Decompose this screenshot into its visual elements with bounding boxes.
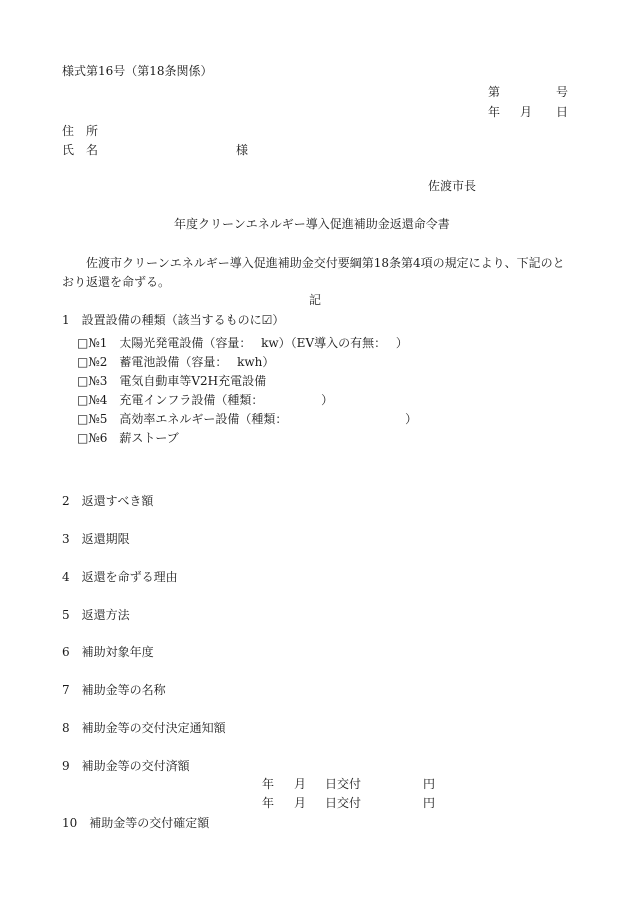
payment-yen: 円 [423,777,436,791]
payment-day: 日交付 [325,777,362,791]
item-2-refund-amount: 2 返還すべき額 [62,494,154,508]
issuer: 佐渡市長 [428,179,477,193]
equipment-option: □№3 電気自動車等V2H充電設備 [77,374,267,388]
item-3-refund-deadline: 3 返還期限 [62,532,130,546]
item-1-equipment-type: 1 設置設備の種類（該当するものに☑） [62,313,285,327]
address-label: 住 所 [62,124,99,138]
date-month: 月 [520,105,533,119]
honorific: 様 [236,143,249,157]
form-number: 様式第16号（第18条関係） [62,64,213,78]
ki-label: 記 [309,293,322,307]
date-year: 年 [488,105,501,119]
payment-yen: 円 [423,796,436,810]
equipment-option: □№1 太陽光発電設備（容量： kw）（EV導入の有無： ） [77,336,408,350]
equipment-option: □№6 薪ストーブ [77,431,179,445]
item-8-notified-amount: 8 補助金等の交付決定通知額 [62,721,226,735]
date-day: 日 [556,105,569,119]
item-4-refund-reason: 4 返還を命ずる理由 [62,570,178,584]
payment-month: 月 [294,777,307,791]
item-10-confirmed-amount: 10 補助金等の交付確定額 [62,816,210,830]
item-9-paid-amount: 9 補助金等の交付済額 [62,759,190,773]
equipment-option: □№5 高効率エネルギー設備（種類： ） [77,412,418,426]
document-number-suffix: 号 [556,85,569,99]
payment-day: 日交付 [325,796,362,810]
name-label: 氏 名 [62,143,99,157]
payment-month: 月 [294,796,307,810]
body-paragraph: 佐渡市クリーンエネルギー導入促進補助金交付要綱第18条第4項の規定により、下記のとおり返還を命ずる。 [62,256,565,289]
item-6-subsidy-year: 6 補助対象年度 [62,645,154,659]
document-title: 年度クリーンエネルギー導入促進補助金返還命令書 [174,217,450,231]
item-5-refund-method: 5 返還方法 [62,608,130,622]
document-number-prefix: 第 [488,85,501,99]
equipment-option: □№2 蓄電池設備（容量： kwh） [77,355,275,369]
payment-year: 年 [262,777,275,791]
item-7-subsidy-name: 7 補助金等の名称 [62,683,166,697]
equipment-option: □№4 充電インフラ設備（種類： ） [77,393,334,407]
payment-year: 年 [262,796,275,810]
